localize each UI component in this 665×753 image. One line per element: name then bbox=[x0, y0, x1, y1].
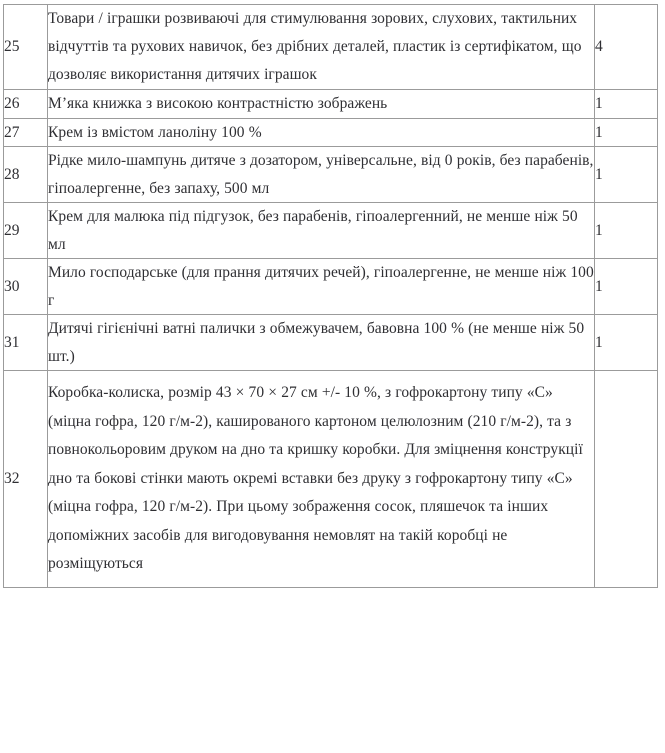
row-quantity-cell: 1 bbox=[595, 118, 658, 147]
table-row bbox=[4, 90, 658, 119]
table-row bbox=[4, 147, 658, 203]
row-number-cell: 27 bbox=[4, 118, 48, 147]
table-body bbox=[4, 5, 658, 588]
row-description-cell: Коробка-колиска, розмір 43 × 70 × 27 см +/- 10 %, з гофрокартону типу «С» (міцна гофра, 120 г/м-2), кашированого картоном целюлозним (210 г/м-2), та з повнокольоровим друком на дно та кришку коробки. Для зміцнення конструкції дно та бокові стінки мають окремі вставки без друку з гофрокартону типу «С» (міцна гофра, 120 г/м-2). При цьому зображення сосок, пляшечок та інших допоміжних засобів для вигодовування немовлят на такій коробці не розміщуються bbox=[48, 371, 595, 588]
row-quantity-cell: 1 bbox=[595, 315, 658, 371]
row-description-cell: М’яка книжка з високою контрастністю зображень bbox=[48, 90, 595, 119]
row-description-cell: Мило господарське (для прання дитячих речей), гіпоалергенне, не менше ніж 100 г bbox=[48, 259, 595, 315]
table-row bbox=[4, 203, 658, 259]
table-row bbox=[4, 5, 658, 90]
table-row bbox=[4, 315, 658, 371]
row-number-cell: 26 bbox=[4, 90, 48, 119]
row-number-cell: 32 bbox=[4, 371, 48, 588]
row-number-cell: 30 bbox=[4, 259, 48, 315]
row-quantity-cell: 1 bbox=[595, 90, 658, 119]
row-quantity-cell: 1 bbox=[595, 203, 658, 259]
table-row bbox=[4, 118, 658, 147]
row-number-cell: 28 bbox=[4, 147, 48, 203]
row-number-cell: 29 bbox=[4, 203, 48, 259]
row-description-cell: Дитячі гігієнічні ватні палички з обмежувачем, бавовна 100 % (не менше ніж 50 шт.) bbox=[48, 315, 595, 371]
row-quantity-cell bbox=[595, 371, 658, 588]
row-quantity-cell: 1 bbox=[595, 259, 658, 315]
row-number-cell: 31 bbox=[4, 315, 48, 371]
table-row bbox=[4, 371, 658, 588]
row-description-cell: Рідке мило-шампунь дитяче з дозатором, універсальне, від 0 років, без парабенів, гіпоалергенне, без запаху, 500 мл bbox=[48, 147, 595, 203]
row-number-cell: 25 bbox=[4, 5, 48, 90]
row-description-cell: Крем із вмістом ланоліну 100 % bbox=[48, 118, 595, 147]
row-description-cell: Крем для малюка під підгузок, без парабенів, гіпоалергенний, не менше ніж 50 мл bbox=[48, 203, 595, 259]
specification-table bbox=[3, 4, 658, 588]
row-description-cell: Товари / іграшки розвиваючі для стимулювання зорових, слухових, тактильних відчуттів та рухових навичок, без дрібних деталей, пластик із сертифікатом, що дозволяє використання дитячих іграшок bbox=[48, 5, 595, 90]
row-quantity-cell: 1 bbox=[595, 147, 658, 203]
row-quantity-cell: 4 bbox=[595, 5, 658, 90]
table-row bbox=[4, 259, 658, 315]
